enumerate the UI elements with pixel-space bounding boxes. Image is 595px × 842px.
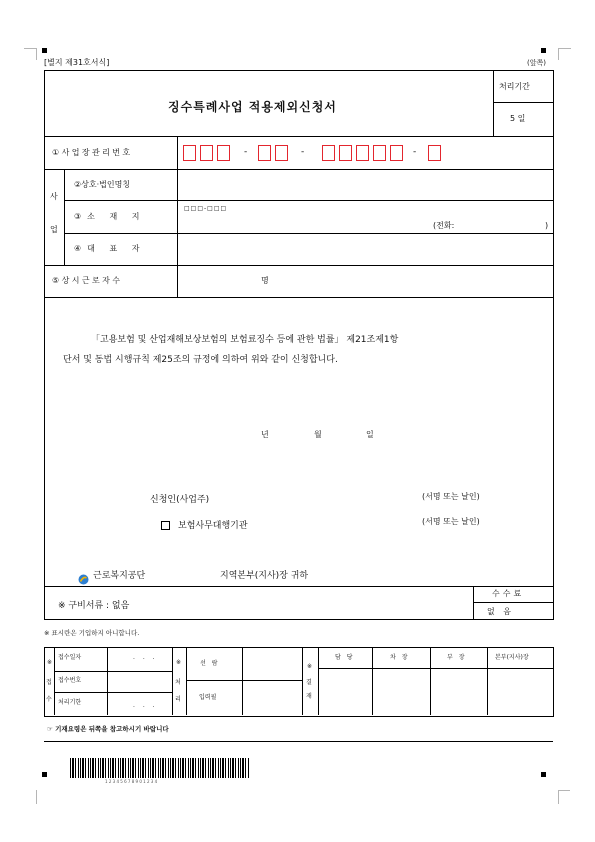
business-number-digit-box[interactable] (339, 145, 352, 161)
review-label: 선 람 (200, 660, 220, 667)
approval-header: 차 장 (390, 654, 410, 661)
approval-group-label: ※ (307, 663, 313, 670)
deadline-label: 처리기한 (58, 699, 82, 706)
crop-mark (36, 48, 37, 60)
declaration-line-2: 단서 및 동법 시행규칙 제25조의 규정에 의하여 위와 같이 신청합니다. (63, 355, 338, 365)
approval-header: 부 장 (447, 654, 467, 661)
receipt-group-label: 수 (46, 696, 52, 703)
fee-value: 없 음 (487, 607, 514, 616)
processing-table (44, 647, 554, 717)
phone-label: (전화: (433, 221, 455, 230)
page-side: (앞쪽) (527, 59, 546, 67)
business-number-digit-box[interactable] (390, 145, 403, 161)
business-number-digit-box[interactable] (258, 145, 271, 161)
date-year: 년 (261, 430, 269, 439)
recipient-to: 지역본부(지사)장 귀하 (220, 571, 309, 581)
receipt-date-label: 접수일자 (58, 654, 82, 661)
separator: - (413, 147, 417, 157)
processing-group-label: 리 (175, 696, 181, 703)
applicant-label: 신청인(사업주) (150, 495, 210, 505)
business-group-label: 업 (50, 225, 58, 234)
business-number-digit-box[interactable] (183, 145, 196, 161)
separator: - (244, 147, 248, 157)
entered-label: 입력필 (199, 694, 217, 701)
receipt-date-value: . . . (133, 654, 158, 661)
receipt-number-label: 접수번호 (58, 677, 82, 684)
business-number-digit-box[interactable] (217, 145, 230, 161)
company-name-label: ②상호·법인명칭 (74, 180, 131, 189)
agency-checkbox[interactable] (161, 521, 170, 530)
address-label: ③소 재 지 (74, 212, 146, 221)
workers-label: ⑤상시근로자수 (52, 276, 123, 285)
business-number-digit-box[interactable] (200, 145, 213, 161)
registration-mark (42, 48, 47, 53)
business-number-digit-box[interactable] (428, 145, 441, 161)
approval-group-label: 재 (306, 693, 312, 700)
crop-mark (558, 790, 559, 804)
barcode (70, 758, 250, 778)
registration-mark (541, 48, 546, 53)
kcomwel-logo-icon (78, 570, 89, 581)
receipt-group-label: 접 (46, 679, 52, 686)
office-note: ※ 표시란은 기입하지 아니합니다. (44, 629, 140, 637)
approval-header: 본부(지사)장 (495, 654, 529, 661)
required-docs: ※ 구비서류 : 없음 (58, 601, 130, 611)
business-number-digit-box[interactable] (275, 145, 288, 161)
crop-mark (36, 790, 37, 804)
agency-label: 보험사무대행기관 (178, 521, 248, 531)
crop-mark (558, 48, 571, 49)
crop-mark (24, 48, 37, 49)
deadline-value: . . . (133, 702, 158, 709)
approval-group-label: 결 (306, 679, 312, 686)
workers-unit: 명 (261, 276, 269, 285)
processing-group-label: 처 (175, 679, 181, 686)
instruction-note: ☞ 기재요령은 뒤쪽을 참고하시기 바랍니다 (47, 725, 169, 733)
declaration-line-1: 「고용보험 및 산업재해보상보험의 보험료징수 등에 관한 법률」 제21조제1항 (91, 335, 399, 345)
phone-close: ) (545, 221, 549, 230)
business-number-digit-box[interactable] (356, 145, 369, 161)
processing-group-label: ※ (176, 659, 182, 666)
date-day: 일 (366, 430, 374, 439)
business-number-digit-box[interactable] (322, 145, 335, 161)
recipient-org: 근로복지공단 (93, 571, 146, 581)
crop-mark (558, 790, 570, 791)
processing-period-value: 5 일 (510, 114, 526, 123)
sign-note: (서명 또는 날인) (422, 492, 480, 501)
business-number-label: ①사업장관리번호 (52, 148, 133, 157)
fee-label: 수수료 (492, 589, 525, 598)
sign-note: (서명 또는 날인) (422, 517, 480, 526)
date-month: 월 (314, 430, 322, 439)
separator: - (301, 147, 305, 157)
postcode-placeholder: □□□-□□□ (184, 205, 228, 212)
business-group-label: 사 (50, 192, 58, 201)
business-number-digit-box[interactable] (373, 145, 386, 161)
registration-mark (42, 772, 47, 777)
registration-mark (541, 772, 546, 777)
processing-period-label: 처리기간 (499, 82, 530, 91)
crop-mark (558, 48, 559, 60)
form-title: 징수특례사업 적용제외신청서 (168, 100, 337, 114)
form-number: [별지 제31호서식] (44, 58, 110, 67)
barcode-number: 1 2 3 4 5 6 7 8 9 0 1 2 3 4 (105, 779, 158, 784)
representative-label: ④대 표 자 (74, 244, 146, 253)
approval-header: 담 당 (335, 654, 355, 661)
receipt-group-label: ※ (47, 659, 53, 666)
